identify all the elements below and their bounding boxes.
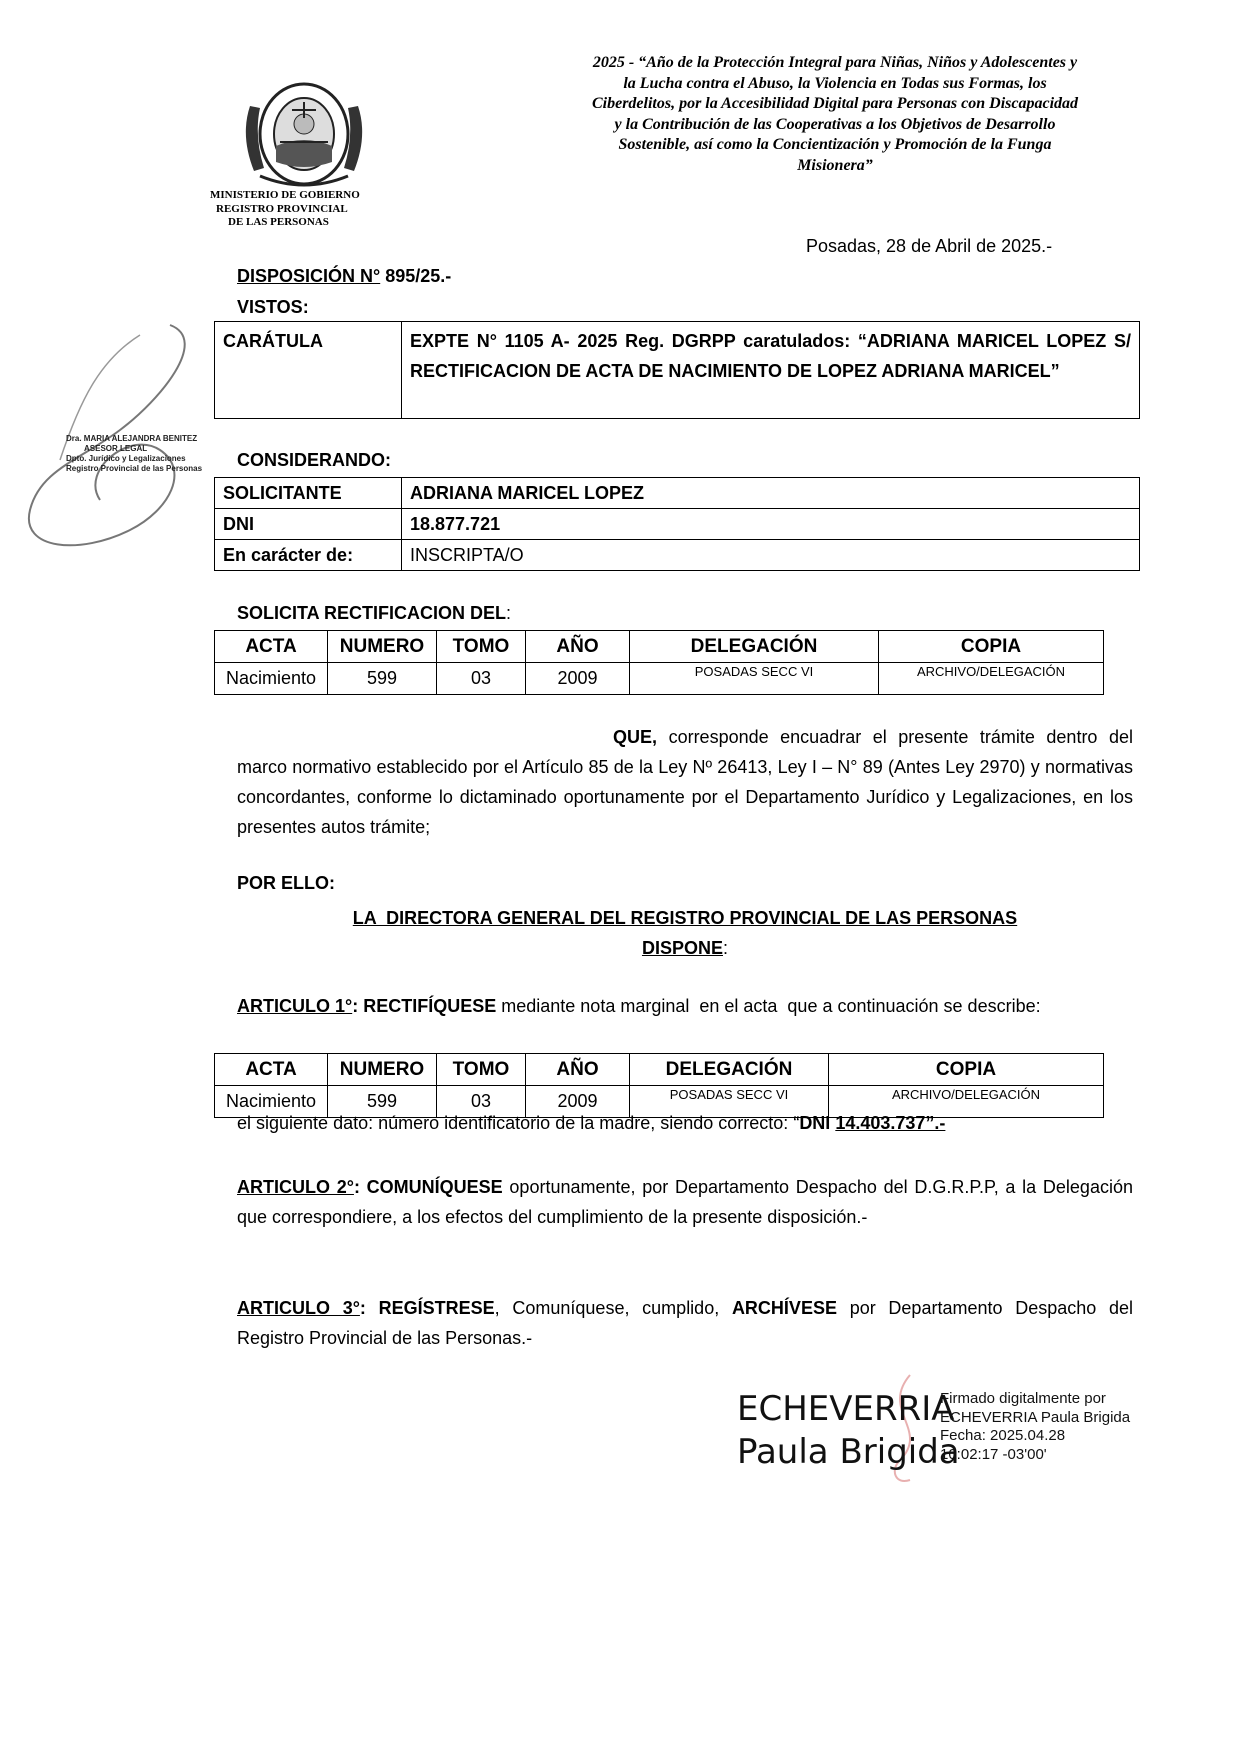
provincial-seal-icon [240, 76, 368, 188]
cell-copia: ARCHIVO/DELEGACIÓN [829, 1086, 1104, 1118]
article-3-label: ARTICULO 3° [237, 1298, 360, 1318]
que-lead: QUE, [613, 727, 658, 747]
header-acta: ACTA [215, 631, 328, 663]
motto-line: la Lucha contra el Abuso, la Violencia en Todas sus Formas, los [623, 74, 1047, 92]
cell-copia: ARCHIVO/DELEGACIÓN [879, 663, 1104, 695]
dni-label: DNI [215, 509, 402, 540]
header-anio: AÑO [526, 631, 630, 663]
ministry-line: DE LAS PERSONAS [228, 216, 329, 228]
header-acta: ACTA [215, 1054, 328, 1086]
stamp-line: ASESOR LEGAL [84, 444, 148, 453]
director-line: LA DIRECTORA GENERAL DEL REGISTRO PROVINCIAL DE LAS PERSONAS [352, 908, 1018, 928]
solicita-heading [237, 603, 511, 624]
table-row [215, 663, 1104, 695]
ministry-header [210, 189, 360, 230]
place-date: Posadas, 28 de Abril de 2025.- [806, 236, 1053, 256]
stamp-line: Dpto. Jurídico y Legalizaciones [66, 454, 186, 463]
que-paragraph [237, 722, 1133, 842]
article-3-keyword-2: ARCHÍVESE [731, 1298, 837, 1318]
dispone-label: DISPONE [641, 938, 723, 958]
dni-value: 18.877.721 [402, 509, 1140, 540]
capacity-label: En carácter de: [215, 540, 402, 571]
motto-line: 2025 - “Año de la Protección Integral para Niñas, Niños y Adolescentes y [592, 54, 1078, 71]
article-1-text: mediante nota marginal en el acta que a continuación se describe: [501, 996, 1041, 1016]
caratula-value: EXPTE N° 1105 A- 2025 Reg. DGRPP caratulados: “ADRIANA MARICEL LOPEZ S/ RECTIFICACION DE ACTA DE NACIMIENTO DE LOPEZ ADRIANA MARICEL” [402, 322, 1140, 419]
cell-acta: Nacimiento [215, 1086, 328, 1118]
legal-advisor-stamp [66, 434, 202, 474]
article-1-tail-dni: DNI [799, 1113, 836, 1133]
solicita-colon: : [506, 603, 512, 623]
motto-line: y la Contribución de las Cooperativas a los Objetivos de Desarrollo [614, 115, 1056, 133]
article-1-keyword: RECTIFÍQUESE [363, 996, 497, 1016]
digital-signature-info [940, 1390, 1130, 1464]
header-tomo: TOMO [437, 1054, 526, 1086]
article-2: ARTICULO 2°: COMUNÍQUESE oportunamente, por Departamento Despacho del D.G.R.P.P, a la Delegación que correspondiere, a los efectos del cumplimiento de la presente disposición.- [237, 1177, 1133, 1227]
applicant-label: SOLICITANTE [215, 478, 402, 509]
header-tomo: TOMO [437, 631, 526, 663]
cell-tomo: 03 [437, 1086, 526, 1118]
que-text: corresponde encuadrar el presente trámite dentro del marco normativo establecido por el Artículo 85 de la Ley Nº 26413, Ley I – N° 89 (Antes Ley 2970) y normativas concordantes, conforme lo dictaminado oportunamente por el Departamento Jurídico y Legalizaciones, en los presentes autos trámite; [237, 727, 1133, 837]
signature-info-line: 10:02:17 -03'00' [940, 1445, 1047, 1463]
cell-acta: Nacimiento [215, 663, 328, 695]
table-header-row [215, 1054, 1104, 1086]
disposition-number: 895/25.- [385, 266, 452, 286]
header-numero: NUMERO [328, 1054, 437, 1086]
director-heading [237, 903, 1133, 963]
signature-info-line: Firmado digitalmente por [940, 1390, 1106, 1407]
cell-tomo: 03 [437, 663, 526, 695]
disposition-label: DISPOSICIÓN N° [237, 266, 381, 286]
article-1-label: ARTICULO 1° [237, 996, 353, 1016]
disposition-title [237, 266, 451, 287]
applicant-table [214, 477, 1140, 571]
article-1-continuation [237, 1113, 945, 1134]
article-3-keyword: REGÍSTRESE [378, 1298, 495, 1318]
stamp-line: Dra. MARIA ALEJANDRA BENITEZ [66, 434, 198, 443]
considerando-heading: CONSIDERANDO: [237, 450, 392, 470]
article-2-text: oportunamente, por Departamento Despacho del D.G.R.P.P, a la Delegación que correspondiere, a los efectos del cumplimiento de la presente disposición.- [237, 1177, 1133, 1227]
cell-delegacion: POSADAS SECC VI [630, 1086, 829, 1118]
ministry-line: REGISTRO PROVINCIAL [216, 202, 348, 215]
motto-line: Misionera” [797, 156, 873, 174]
digital-signature-name [737, 1388, 960, 1474]
ministry-line: MINISTERIO DE GOBIERNO [210, 189, 360, 201]
caratula-table [214, 321, 1140, 419]
applicant-value: ADRIANA MARICEL LOPEZ [402, 478, 1140, 509]
por-ello-heading: POR ELLO: [237, 873, 335, 893]
caratula-label: CARÁTULA [215, 322, 402, 419]
cell-numero: 599 [328, 663, 437, 695]
header-delegacion: DELEGACIÓN [630, 631, 879, 663]
cell-delegacion: POSADAS SECC VI [630, 663, 879, 695]
acta-table-rectify [214, 1053, 1104, 1118]
article-1-tail-text: el siguiente dato: número identificatorio de la madre, siendo correcto: “ [237, 1113, 800, 1133]
cell-anio: 2009 [526, 663, 630, 695]
article-3: ARTICULO 3°: REGÍSTRESE, Comuníquese, cumplido, ARCHÍVESE por Departamento Despacho del Registro Provincial de las Personas.- [237, 1298, 1133, 1348]
table-header-row [215, 631, 1104, 663]
signature-name-line: ECHEVERRIA [737, 1389, 955, 1429]
header-delegacion: DELEGACIÓN [630, 1054, 829, 1086]
article-3-text-b: por Departamento Despacho del Registro Provincial de las Personas.- [237, 1298, 1133, 1348]
cell-numero: 599 [328, 1086, 437, 1118]
motto-line: Sostenible, así como la Concientización y Promoción de la Funga [618, 136, 1052, 153]
header-numero: NUMERO [328, 631, 437, 663]
signature-info-line: Fecha: 2025.04.28 [940, 1427, 1066, 1444]
table-row [215, 322, 1140, 419]
table-row [215, 509, 1140, 540]
article-3-text-a: , Comuníquese, cumplido, [494, 1298, 720, 1318]
acta-table-request [214, 630, 1104, 695]
stamp-line: Registro Provincial de las Personas [66, 464, 203, 473]
header-copia: COPIA [829, 1054, 1104, 1086]
signature-info-line: ECHEVERRIA Paula Brigida [940, 1408, 1131, 1426]
motto-line: Ciberdelitos, por la Accesibilidad Digital para Personas con Discapacidad [591, 95, 1079, 112]
vistos-heading: VISTOS: [237, 297, 309, 317]
signature-name-line: Paula Brigida [737, 1432, 960, 1472]
table-row [215, 540, 1140, 571]
article-1: ARTICULO 1°: RECTIFÍQUESE mediante nota marginal en el acta que a continuación se describe: [237, 996, 1041, 1016]
dispone-colon: : [723, 938, 729, 958]
header-anio: AÑO [526, 1054, 630, 1086]
article-1-tail-number: 14.403.737”.- [835, 1113, 946, 1133]
capacity-value: INSCRIPTA/O [402, 540, 1140, 571]
cell-anio: 2009 [526, 1086, 630, 1118]
solicita-label: SOLICITA RECTIFICACION DEL [237, 603, 506, 623]
header-copia: COPIA [879, 631, 1104, 663]
article-2-label: ARTICULO 2° [237, 1177, 354, 1197]
table-row [215, 478, 1140, 509]
article-2-keyword: COMUNÍQUESE [366, 1177, 503, 1197]
year-motto [538, 53, 1132, 176]
